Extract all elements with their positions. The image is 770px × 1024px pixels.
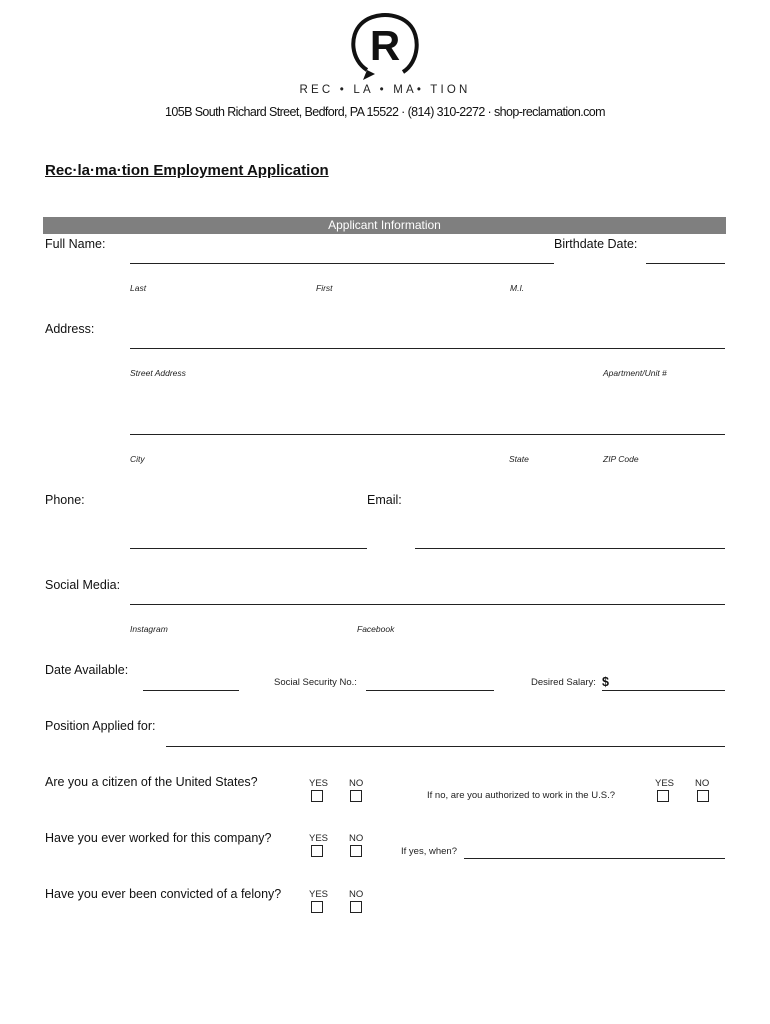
full-name-label: Full Name:	[45, 237, 106, 251]
citizen-no-label: NO	[349, 778, 364, 789]
citizen-no-checkbox[interactable]	[350, 790, 362, 802]
logo-letter: R	[369, 22, 401, 69]
instagram-hint: Instagram	[130, 624, 168, 634]
form-title: Rec·la·ma·tion Employment Application	[45, 162, 329, 179]
felony-question: Have you ever been convicted of a felony?	[45, 887, 282, 901]
social-media-label: Social Media:	[45, 578, 121, 592]
company-address: 105B South Richard Street, Bedford, PA 15522 · (814) 310-2272 · shop-reclamation.com	[165, 105, 605, 119]
citizen-yes-checkbox[interactable]	[311, 790, 323, 802]
reclamation-logo	[345, 10, 425, 82]
social-media-field[interactable]	[130, 604, 725, 605]
email-field[interactable]	[415, 548, 725, 549]
full-name-field[interactable]	[130, 263, 554, 264]
street-address-hint: Street Address	[130, 368, 186, 378]
address-label: Address:	[45, 322, 95, 336]
worked-no-label: NO	[349, 833, 364, 844]
worked-no-checkbox[interactable]	[350, 845, 362, 857]
citizen-yes-label: YES	[309, 778, 329, 789]
first-name-hint: First	[316, 283, 333, 293]
birthdate-label: Birthdate Date:	[554, 237, 638, 251]
worked-yes-label: YES	[309, 833, 329, 844]
facebook-hint: Facebook	[357, 624, 395, 634]
salary-currency: $	[602, 675, 609, 689]
felony-yes-label: YES	[309, 889, 329, 900]
if-yes-when-label: If yes, when?	[401, 846, 457, 857]
authorized-no-checkbox[interactable]	[697, 790, 709, 802]
phone-field[interactable]	[130, 548, 367, 549]
birthdate-field[interactable]	[646, 263, 725, 264]
street-address-field[interactable]	[130, 348, 725, 349]
worked-before-question: Have you ever worked for this company?	[45, 831, 272, 845]
logo-wordmark: REC • LA • MA• TION	[299, 84, 471, 96]
date-available-label: Date Available:	[45, 663, 129, 677]
date-available-field[interactable]	[143, 690, 239, 691]
authorized-yes-label: YES	[655, 778, 675, 789]
worked-yes-checkbox[interactable]	[311, 845, 323, 857]
middle-initial-hint: M.I.	[510, 283, 525, 293]
city-hint: City	[130, 454, 145, 464]
authorized-question: If no, are you authorized to work in the U.S.?	[427, 790, 615, 801]
state-hint: State	[509, 454, 529, 464]
ssn-field[interactable]	[366, 690, 494, 691]
zip-hint: ZIP Code	[603, 454, 639, 464]
citizen-question: Are you a citizen of the United States?	[45, 775, 258, 789]
position-field[interactable]	[166, 746, 725, 747]
felony-no-checkbox[interactable]	[350, 901, 362, 913]
if-yes-when-field[interactable]	[464, 858, 725, 859]
apartment-hint: Apartment/Unit #	[603, 368, 667, 378]
authorized-yes-checkbox[interactable]	[657, 790, 669, 802]
section-header: Applicant Information	[43, 217, 726, 234]
felony-yes-checkbox[interactable]	[311, 901, 323, 913]
ssn-label: Social Security No.:	[274, 677, 357, 688]
authorized-no-label: NO	[695, 778, 710, 789]
city-state-zip-field[interactable]	[130, 434, 725, 435]
desired-salary-field[interactable]	[602, 690, 725, 691]
felony-no-label: NO	[349, 889, 364, 900]
phone-label: Phone:	[45, 493, 85, 507]
desired-salary-label: Desired Salary:	[531, 677, 596, 688]
last-name-hint: Last	[130, 283, 147, 293]
email-label: Email:	[367, 493, 402, 507]
position-label: Position Applied for:	[45, 719, 156, 733]
